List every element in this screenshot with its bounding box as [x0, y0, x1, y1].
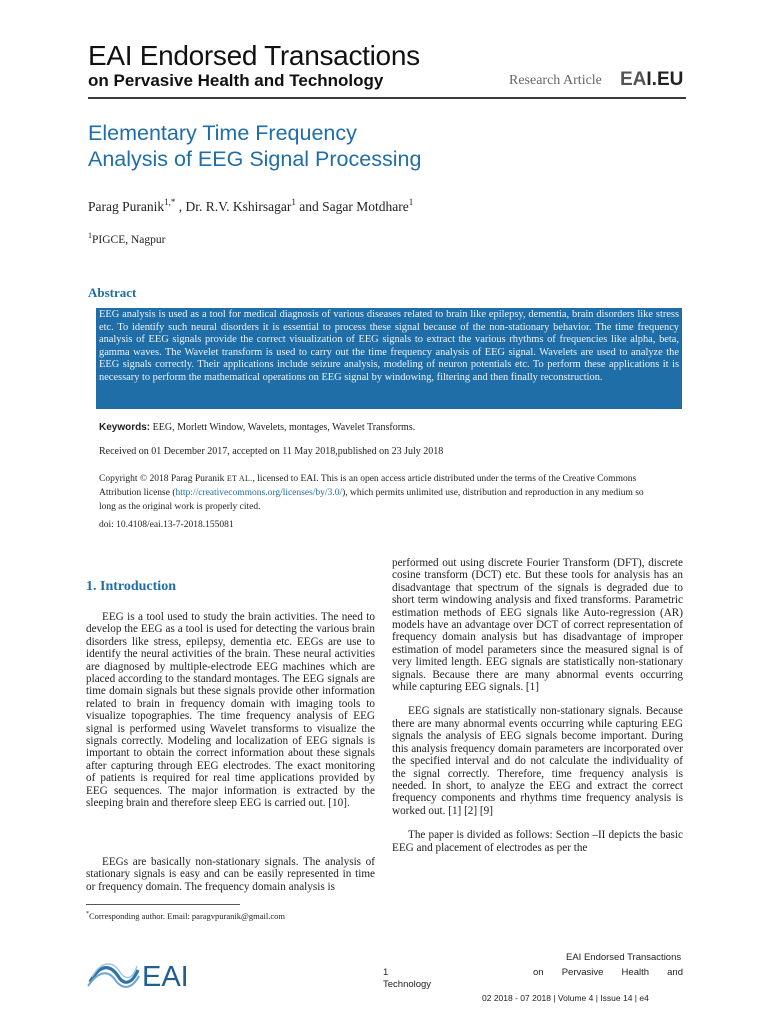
doi: doi: 10.4108/eai.13-7-2018.155081: [99, 520, 234, 530]
author-3: and Sagar Motdhare: [295, 199, 409, 214]
abstract-heading: Abstract: [88, 285, 137, 300]
journal-subtitle: on Pervasive Health and Technology: [88, 71, 384, 90]
keywords-text: EEG, Morlett Window, Wavelets, montages, Wavelet Transforms.: [150, 422, 416, 433]
intro-paragraph-2: EEGs are basically non-stationary signals. The analysis of stationary signals is easy and can be easily represented in time or frequency domain. The frequency domain analysis is: [86, 856, 375, 893]
affiliation-number: 1: [88, 231, 92, 240]
right-column: [392, 557, 683, 866]
paper-title-line-2: Analysis of EEG Signal Processing: [88, 147, 422, 171]
intro-paragraph-5: The paper is divided as follows: Section –II depicts the basic EEG and placement of electrodes as per the: [392, 829, 683, 854]
footnote-text: Corresponding author. Email: paragvpuranik@gmail.com: [89, 911, 285, 921]
copyright-etal: ET AL.: [226, 474, 253, 483]
footer-issue-info: 02 2018 - 07 2018 | Volume 4 | Issue 14 | e4: [482, 993, 649, 1003]
footnote: [86, 911, 285, 921]
footnote-rule: [86, 904, 240, 905]
author-1-affil: 1,*: [164, 197, 176, 207]
received-dates: Received on 01 December 2017, accepted on 11 May 2018,published on 23 July 2018: [99, 446, 444, 457]
intro-paragraph-1: EEG is a tool used to study the brain activities. The need to develop the EEG as a tool is used for detecting the various brain disorders like stress, epilepsy, dementia etc. EEGs are use to identify the neural activities of the brain. These neural activities are diagnosed by multiple-electrode EEG machines which are placed according to the standard montages. The EEG signals are time domain signals but these signals provide other information related to brain in frequency domain with imaging tools to visualize topographies. The time frequency analysis of EEG signal is performed using Wavelet transforms to visualize the signals correctly. Modeling and localization of EEG signals is important to obtain the correct information about these signals after capturing through EEG electrodes. The exact monitoring of patients is required for real time applications provided by EEG sequences. The major information is extracted by the sleeping brain and therefore sleep EEG is carried out. [10].: [86, 611, 375, 810]
footer-journal-line-1: EAI Endorsed Transactions: [566, 952, 682, 963]
intro-paragraph-3: performed out using discrete Fourier Transform (DFT), discrete cosine transform (DCT) etc. But these tools for analysis has an disadvantage that spectrum of the signals is degraded due to short term windowing analysis and fixed transforms. Parametric estimation methods of EEG signals like Auto-regression (AR) models have an advantage over DCT of correct representation of frequency domain analysis but has disadvantage of improper estimation of model parameters since the measured signal is of very limited length. EEG signals are statistically non-stationary signals. Because there are many abnormal events occurring while capturing EEG signals. [1]: [392, 557, 683, 694]
author-3-affil: 1: [408, 197, 414, 207]
affiliation-text: PIGCE, Nagpur: [92, 234, 166, 246]
copyright-notice: [99, 472, 659, 514]
footnote-marker: *: [86, 911, 89, 917]
abstract-text: EEG analysis is used as a tool for medical diagnosis of various diseases related to brain like epilepsy, dementia, brain disorders like stress etc. To identify such neural disorders it is essential to process these signal because of the non-stationary behavior. The time frequency analysis of EEG signals provide the correct visualization of EEG signals to extract the various rhythms of frequencies like alpha, beta, gamma waves. The Wavelet transform is used to carry out the time frequency analysis of EEG signal. Wavelets are used to analyze the EEG signals correctly. Their applications include seizure analysis, modeling of neuron potentials etc. To perform these applications it is necessary to perform the mathematical operations on EEG signal by windowing, filtering and then finally reconstruction.: [96, 308, 682, 409]
intro-paragraph-2-container: [86, 856, 375, 905]
header-rule: [88, 97, 686, 99]
author-2-affil: 1: [291, 197, 296, 207]
footer-journal-line-3: Technology: [383, 979, 432, 990]
journal-name: EAI Endorsed Transactions: [88, 40, 420, 71]
paper-title-line-1: Elementary Time Frequency: [88, 121, 357, 145]
license-link[interactable]: http://creativecommons.org/licenses/by/3.0/: [175, 488, 343, 498]
article-type: Research Article: [509, 73, 602, 88]
eai-eu-logo-part-b: I.EU: [646, 69, 684, 90]
eai-eu-logo: [620, 69, 683, 91]
author-2: , Dr. R.V. Kshirsagar: [175, 199, 292, 214]
affiliation: [88, 231, 165, 246]
keywords: [99, 422, 415, 433]
intro-paragraph-1-container: [86, 611, 375, 822]
copyright-part-1: Copyright © 2018 Parag Puranik: [99, 474, 227, 484]
intro-paragraph-4: EEG signals are statistically non-stationary signals. Because there are many abnormal events occurring while capturing EEG signals the analysis of EEG signals become important. During this analysis frequency domain parameters are incorporated over the specified interval and do not calculate the individuality of the signal correctly. Therefore, time frequency analysis is needed. In short, to analyze the EEG and extract the correct frequency components and rhythms time frequency analysis is worked out. [1] [2] [9]: [392, 705, 683, 817]
copyright-part-2: , licensed to EAI. This is an open access article distributed under the terms of the Creative Commons Attribution license (: [99, 474, 637, 498]
paper-title: [88, 120, 421, 172]
author-list: [88, 197, 413, 215]
eai-logo-text: EAI: [142, 961, 189, 992]
page-number: 1: [383, 967, 389, 978]
footer-journal-line-2: on Pervasive Health and: [533, 967, 683, 978]
eai-eu-logo-part-a: EA: [620, 69, 647, 90]
author-1: Parag Puranik: [88, 199, 165, 214]
keywords-label: Keywords:: [99, 422, 151, 433]
copyright-part-3: ), which permits unlimited use, distribution and reproduction in any medium so long as the original work is properly cited.: [99, 488, 644, 512]
eai-wave-logo: [86, 956, 192, 992]
section-heading-introduction: 1. Introduction: [86, 579, 176, 594]
